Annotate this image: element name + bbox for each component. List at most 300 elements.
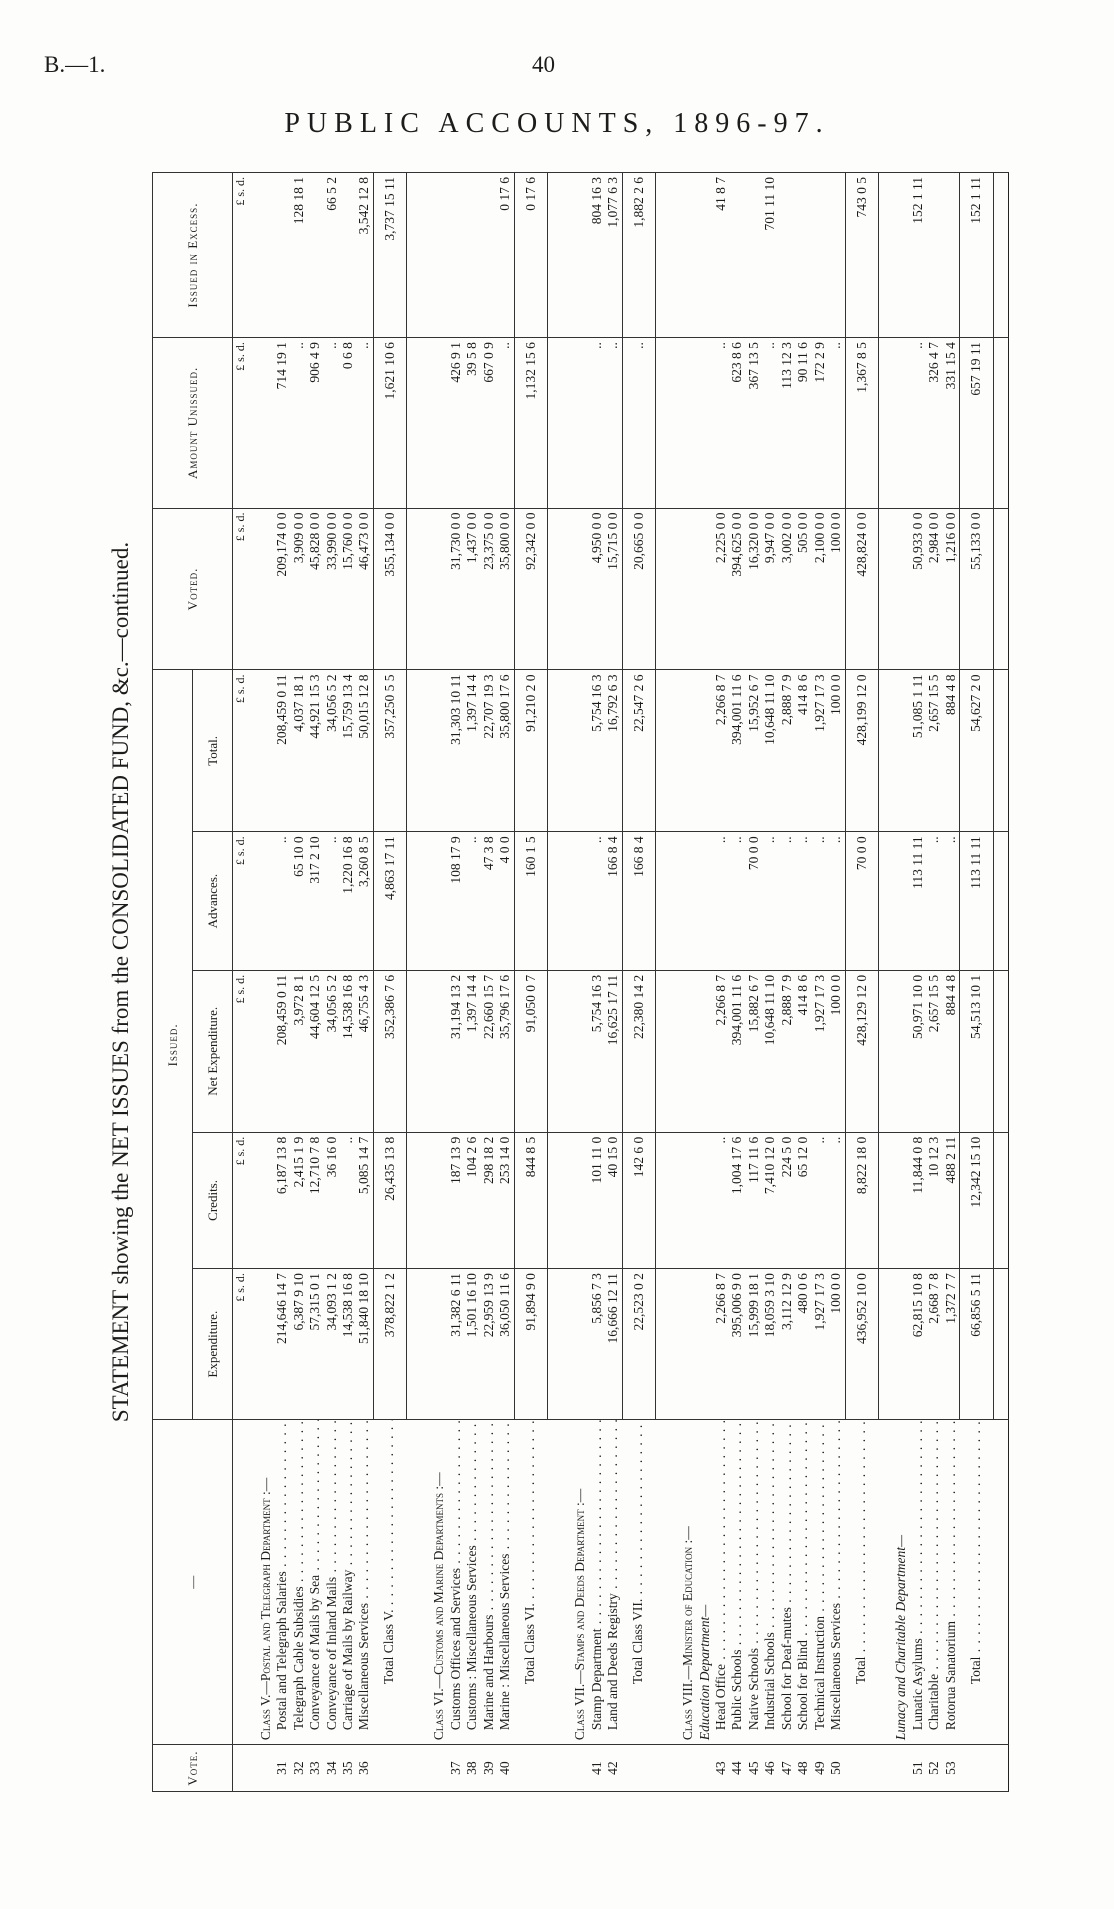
- empty-cell: [670, 1132, 696, 1268]
- table-row: [812, 173, 828, 1792]
- row-description: [497, 1420, 514, 1745]
- col-credits: Credits.: [193, 1132, 233, 1268]
- amount-exp: 31,382 6 11: [448, 1269, 464, 1420]
- amount-exp: 1,501 16 10: [464, 1269, 480, 1420]
- amount-net: 1,927 17 3: [812, 970, 828, 1132]
- vote-number: 39: [481, 1745, 497, 1792]
- amount-voted: 35,800 0 0: [497, 508, 514, 670]
- spacer-cell: [656, 1420, 671, 1745]
- units-row: [233, 173, 248, 1792]
- col-voted: Voted.: [153, 508, 233, 670]
- spacer-cell: [993, 670, 1008, 832]
- total-label: [373, 1420, 406, 1745]
- spacer-cell: [993, 1420, 1008, 1745]
- spacer-cell: [407, 338, 422, 508]
- amount-unis: 39 5 8: [464, 338, 480, 508]
- table-row: [746, 173, 762, 1792]
- amount-adv: ..: [762, 832, 778, 970]
- amount-net: 100 0 0: [828, 970, 845, 1132]
- row-description: [926, 1420, 942, 1745]
- total-voted: 92,342 0 0: [514, 508, 547, 670]
- empty-cell: [697, 670, 713, 832]
- amount-cred: 104 2 6: [464, 1132, 480, 1268]
- empty-cell: [421, 832, 447, 970]
- total-label: [622, 1420, 655, 1745]
- section-heading-row: [421, 173, 447, 1792]
- spacer-cell: [548, 832, 563, 970]
- table-row: [481, 173, 497, 1792]
- row-description: [828, 1420, 845, 1745]
- spacer-cell: [993, 832, 1008, 970]
- page-title: PUBLIC ACCOUNTS, 1896-97.: [284, 108, 830, 139]
- empty-cell: [670, 970, 696, 1132]
- row-description-text: Miscellaneous Services . . .: [356, 1420, 371, 1730]
- empty-cell: [697, 173, 713, 338]
- amount-unis: 331 15 4: [943, 338, 960, 508]
- amount-adv: 317 2 10: [307, 832, 323, 970]
- section-subheading: Education Department—: [697, 1420, 713, 1745]
- row-description-text: Native Schools . . .: [746, 1420, 761, 1730]
- spacer-cell: [879, 670, 894, 832]
- table-row: [497, 173, 514, 1792]
- table-row: [943, 173, 960, 1792]
- table-row: [795, 173, 811, 1792]
- amount-net: 394,001 11 6: [729, 970, 745, 1132]
- vote-number: 48: [795, 1745, 811, 1792]
- vote-number: 45: [746, 1745, 762, 1792]
- amount-unis: ..: [324, 338, 340, 508]
- amount-exc: 0 17 6: [497, 173, 514, 338]
- amount-adv: 70 0 0: [746, 832, 762, 970]
- total-cred: 26,435 13 8: [373, 1132, 406, 1268]
- table-row: [291, 173, 307, 1792]
- empty-cell: [562, 970, 588, 1132]
- section-subheading-row: [893, 173, 909, 1792]
- vote-number: 52: [926, 1745, 942, 1792]
- amount-adv: 1,220 16 8: [340, 832, 356, 970]
- statement-title: STATEMENT showing the NET ISSUES from the CONSOLIDATED FUND, &c.—continued.: [108, 541, 133, 1423]
- spacer-row: [993, 173, 1008, 1792]
- vote-cell: [248, 1745, 274, 1792]
- section-heading-row: [670, 173, 696, 1792]
- amount-unis: 90 11 6: [795, 338, 811, 508]
- spacer-cell: [656, 970, 671, 1132]
- amount-voted: 31,730 0 0: [448, 508, 464, 670]
- table-row: [307, 173, 323, 1792]
- total-label-text: Total Class VI. . . .: [522, 1420, 537, 1684]
- spacer-cell: [993, 1745, 1008, 1792]
- row-description-text: Marine and Harbours . . .: [481, 1420, 496, 1730]
- amount-voted: 100 0 0: [828, 508, 845, 670]
- empty-cell: [893, 670, 909, 832]
- empty-cell: [697, 1132, 713, 1268]
- amount-exc: [729, 173, 745, 338]
- amount-unis: 172 2 9: [812, 338, 828, 508]
- amount-tot: 4,037 18 1: [291, 670, 307, 832]
- row-description: [779, 1420, 795, 1745]
- table-row: [340, 173, 356, 1792]
- spacer-cell: [879, 832, 894, 970]
- total-voted: 55,133 0 0: [960, 508, 993, 670]
- row-description-text: School for Deaf-mutes . . .: [779, 1420, 794, 1730]
- total-label: [960, 1420, 993, 1745]
- empty-cell: [697, 338, 713, 508]
- amount-exp: 34,093 1 2: [324, 1269, 340, 1420]
- amount-exc: [307, 173, 323, 338]
- amount-exc: [828, 173, 845, 338]
- row-description-text: Carriage of Mails by Railway . . .: [340, 1420, 355, 1730]
- spacer-cell: [879, 1269, 894, 1420]
- empty-cell: [562, 338, 588, 508]
- col-expenditure: Expenditure.: [193, 1269, 233, 1420]
- amount-net: 10,648 11 10: [762, 970, 778, 1132]
- vote-cell: [670, 1745, 696, 1792]
- row-description: [481, 1420, 497, 1745]
- amount-cred: 11,844 0 8: [910, 1132, 926, 1268]
- empty-cell: [697, 832, 713, 970]
- spacer-cell: [407, 832, 422, 970]
- spacer-cell: [548, 338, 563, 508]
- amount-voted: 15,715 0 0: [605, 508, 622, 670]
- section-heading: Class VIII.—Minister of Education :—: [670, 1420, 696, 1745]
- vote-number: 50: [828, 1745, 845, 1792]
- total-row: [622, 173, 655, 1792]
- amount-voted: 33,990 0 0: [324, 508, 340, 670]
- total-adv: 4,863 17 11: [373, 832, 406, 970]
- amount-unis: ..: [713, 338, 729, 508]
- vote-number: 43: [713, 1745, 729, 1792]
- col-amount-unissued: Amount Unissued.: [153, 338, 233, 508]
- amount-cred: 5,085 14 7: [356, 1132, 373, 1268]
- vote-number: 47: [779, 1745, 795, 1792]
- amount-exc: [779, 173, 795, 338]
- total-exp: 436,952 10 0: [845, 1269, 878, 1420]
- spacer-cell: [879, 173, 894, 338]
- spacer-cell: [656, 508, 671, 670]
- amount-tot: 31,303 10 11: [448, 670, 464, 832]
- empty-cell: [421, 173, 447, 338]
- row-description-text: Miscellaneous Services . . .: [828, 1420, 843, 1730]
- empty-cell: [893, 508, 909, 670]
- amount-exp: 1,372 7 7: [943, 1269, 960, 1420]
- amount-net: 414 8 6: [795, 970, 811, 1132]
- total-net: 22,380 14 2: [622, 970, 655, 1132]
- page-number: 40: [532, 52, 555, 77]
- amount-exc: [943, 173, 960, 338]
- amount-exc: [274, 173, 290, 338]
- row-description-text: Telegraph Cable Subsidies . . .: [291, 1420, 306, 1730]
- amount-unis: 326 4 7: [926, 338, 942, 508]
- amount-tot: 34,056 5 2: [324, 670, 340, 832]
- amount-exc: [812, 173, 828, 338]
- amount-cred: 101 11 0: [589, 1132, 605, 1268]
- spacer-cell: [879, 970, 894, 1132]
- total-net: 54,513 10 1: [960, 970, 993, 1132]
- amount-adv: ..: [795, 832, 811, 970]
- spacer-cell: [548, 1132, 563, 1268]
- vote-number: 40: [497, 1745, 514, 1792]
- total-label-text: Total Class VII. . . .: [630, 1420, 645, 1684]
- amount-adv: 113 11 11: [910, 832, 926, 970]
- row-description-text: Customs : Miscellaneous Services . . .: [464, 1420, 479, 1730]
- amount-adv: ..: [926, 832, 942, 970]
- total-unis: 1,132 15 6: [514, 338, 547, 508]
- amount-exc: [746, 173, 762, 338]
- amount-exp: 6,387 9 10: [291, 1269, 307, 1420]
- row-description: [589, 1420, 605, 1745]
- amount-net: 1,397 14 4: [464, 970, 480, 1132]
- total-label-text: Total . . .: [853, 1420, 868, 1684]
- amount-adv: 4 0 0: [497, 832, 514, 970]
- amount-adv: ..: [779, 832, 795, 970]
- table-row: [779, 173, 795, 1792]
- spacer-cell: [407, 173, 422, 338]
- row-description-text: Public Schools . . .: [729, 1420, 744, 1730]
- table-row: [589, 173, 605, 1792]
- total-label-text: Total Class V. . . .: [381, 1420, 396, 1684]
- amount-exc: [795, 173, 811, 338]
- row-description-text: Postal and Telegraph Salaries . . .: [274, 1420, 289, 1730]
- total-voted: 20,665 0 0: [622, 508, 655, 670]
- vote-cell: [960, 1745, 993, 1792]
- units-cell: £ s. d.: [233, 832, 248, 970]
- spacer-cell: [656, 173, 671, 338]
- vote-number: 32: [291, 1745, 307, 1792]
- row-description: [795, 1420, 811, 1745]
- spacer-cell: [879, 338, 894, 508]
- amount-net: 34,056 5 2: [324, 970, 340, 1132]
- section-heading-row: [562, 173, 588, 1792]
- amount-net: 16,625 17 11: [605, 970, 622, 1132]
- table-row: [356, 173, 373, 1792]
- amount-net: 5,754 16 3: [589, 970, 605, 1132]
- table-row: [605, 173, 622, 1792]
- empty-cell: [421, 508, 447, 670]
- table-row: [713, 173, 729, 1792]
- table-row: [274, 173, 290, 1792]
- amount-unis: ..: [828, 338, 845, 508]
- total-exc: 0 17 6: [514, 173, 547, 338]
- row-description: [291, 1420, 307, 1745]
- amount-net: 208,459 0 11: [274, 970, 290, 1132]
- spacer-cell: [993, 173, 1008, 338]
- units-desc-cell: [233, 1420, 248, 1745]
- empty-cell: [893, 832, 909, 970]
- amount-exc: [340, 173, 356, 338]
- spacer-cell: [407, 1132, 422, 1268]
- total-tot: 22,547 2 6: [622, 670, 655, 832]
- amount-unis: ..: [589, 338, 605, 508]
- amount-cred: ..: [812, 1132, 828, 1268]
- vote-number: 41: [589, 1745, 605, 1792]
- spacer-cell: [548, 670, 563, 832]
- amount-adv: ..: [464, 832, 480, 970]
- amount-cred: 10 12 3: [926, 1132, 942, 1268]
- units-cell: £ s. d.: [233, 1269, 248, 1420]
- amount-adv: 3,260 8 5: [356, 832, 373, 970]
- table-row: [828, 173, 845, 1792]
- amount-cred: 117 11 6: [746, 1132, 762, 1268]
- total-voted: 355,134 0 0: [373, 508, 406, 670]
- amount-voted: 16,320 0 0: [746, 508, 762, 670]
- spacer-cell: [656, 670, 671, 832]
- amount-unis: ..: [291, 338, 307, 508]
- amount-exp: 36,050 11 6: [497, 1269, 514, 1420]
- amount-voted: 23,375 0 0: [481, 508, 497, 670]
- amount-voted: 209,174 0 0: [274, 508, 290, 670]
- empty-cell: [670, 670, 696, 832]
- spacer-cell: [656, 1132, 671, 1268]
- amount-exp: 16,666 12 11: [605, 1269, 622, 1420]
- amount-cred: 6,187 13 8: [274, 1132, 290, 1268]
- amount-tot: 10,648 11 10: [762, 670, 778, 832]
- total-adv: 166 8 4: [622, 832, 655, 970]
- empty-cell: [562, 1132, 588, 1268]
- amount-unis: 113 12 3: [779, 338, 795, 508]
- total-exc: 152 1 11: [960, 173, 993, 338]
- total-net: 91,050 0 7: [514, 970, 547, 1132]
- empty-cell: [670, 832, 696, 970]
- total-label: [514, 1420, 547, 1745]
- amount-net: 22,660 15 7: [481, 970, 497, 1132]
- row-description: [340, 1420, 356, 1745]
- amount-exc: 804 16 3: [589, 173, 605, 338]
- vote-number: 49: [812, 1745, 828, 1792]
- total-net: 428,129 12 0: [845, 970, 878, 1132]
- empty-cell: [248, 970, 274, 1132]
- amount-exc: 3,542 12 8: [356, 173, 373, 338]
- amount-exp: 214,646 14 7: [274, 1269, 290, 1420]
- row-description: [762, 1420, 778, 1745]
- row-description: [713, 1420, 729, 1745]
- empty-cell: [893, 1132, 909, 1268]
- amount-voted: 2,100 0 0: [812, 508, 828, 670]
- amount-exp: 14,538 16 8: [340, 1269, 356, 1420]
- vote-cell: [697, 1745, 713, 1792]
- row-description: [729, 1420, 745, 1745]
- vote-number: 31: [274, 1745, 290, 1792]
- total-label: [845, 1420, 878, 1745]
- row-description-text: Marine : Miscellaneous Services . . .: [497, 1420, 512, 1730]
- amount-net: 35,796 17 6: [497, 970, 514, 1132]
- empty-cell: [421, 1132, 447, 1268]
- units-cell: £ s. d.: [233, 670, 248, 832]
- amount-unis: 667 0 9: [481, 338, 497, 508]
- total-cred: 844 8 5: [514, 1132, 547, 1268]
- col-net-expenditure: Net Expenditure.: [193, 970, 233, 1132]
- amount-unis: ..: [910, 338, 926, 508]
- amount-tot: 15,952 6 7: [746, 670, 762, 832]
- amount-voted: 3,909 0 0: [291, 508, 307, 670]
- vote-number: 35: [340, 1745, 356, 1792]
- amount-exp: 480 0 6: [795, 1269, 811, 1420]
- row-description: [812, 1420, 828, 1745]
- total-label-text: Total . . .: [968, 1420, 983, 1684]
- amount-cred: ..: [340, 1132, 356, 1268]
- amount-net: 50,971 10 0: [910, 970, 926, 1132]
- amount-unis: ..: [762, 338, 778, 508]
- amount-exp: 57,315 0 1: [307, 1269, 323, 1420]
- row-description-text: Conveyance of Mails by Sea . . .: [307, 1420, 322, 1730]
- total-cred: 142 6 0: [622, 1132, 655, 1268]
- amount-net: 14,538 16 8: [340, 970, 356, 1132]
- total-row: [960, 173, 993, 1792]
- amount-unis: ..: [497, 338, 514, 508]
- vote-number: 51: [910, 1745, 926, 1792]
- amount-net: 44,604 12 5: [307, 970, 323, 1132]
- vote-number: 33: [307, 1745, 323, 1792]
- amount-tot: 884 4 8: [943, 670, 960, 832]
- amount-voted: 4,950 0 0: [589, 508, 605, 670]
- amount-tot: 414 8 6: [795, 670, 811, 832]
- spacer-row: [548, 173, 563, 1792]
- empty-cell: [421, 338, 447, 508]
- vote-number: 53: [943, 1745, 960, 1792]
- vote-number: 37: [448, 1745, 464, 1792]
- total-row: [845, 173, 878, 1792]
- empty-cell: [562, 670, 588, 832]
- row-description: [746, 1420, 762, 1745]
- total-row: [514, 173, 547, 1792]
- table-row: [448, 173, 464, 1792]
- empty-cell: [893, 338, 909, 508]
- amount-tot: 16,792 6 3: [605, 670, 622, 832]
- amount-voted: 3,002 0 0: [779, 508, 795, 670]
- total-net: 352,386 7 6: [373, 970, 406, 1132]
- units-cell: £ s. d.: [233, 1132, 248, 1268]
- vote-number: 44: [729, 1745, 745, 1792]
- spacer-cell: [993, 1132, 1008, 1268]
- row-description: [910, 1420, 926, 1745]
- statement-table: [152, 172, 1009, 1792]
- row-description-text: Conveyance of Inland Mails . . .: [324, 1420, 339, 1730]
- empty-cell: [697, 508, 713, 670]
- col-issued-in-excess: Issued in Excess.: [153, 173, 233, 338]
- row-description-text: Lunatic Asylums . . .: [910, 1420, 925, 1730]
- vote-cell: [562, 1745, 588, 1792]
- amount-adv: ..: [589, 832, 605, 970]
- vote-number: 36: [356, 1745, 373, 1792]
- spacer-cell: [993, 508, 1008, 670]
- row-description-text: Stamp Department . . .: [589, 1420, 604, 1730]
- amount-voted: 50,933 0 0: [910, 508, 926, 670]
- spacer-cell: [407, 508, 422, 670]
- amount-voted: 45,828 0 0: [307, 508, 323, 670]
- amount-exc: [448, 173, 464, 338]
- vote-cell: [622, 1745, 655, 1792]
- amount-cred: 2,415 1 9: [291, 1132, 307, 1268]
- total-exp: 66,856 5 11: [960, 1269, 993, 1420]
- amount-voted: 9,947 0 0: [762, 508, 778, 670]
- spacer-cell: [993, 338, 1008, 508]
- amount-exp: 5,856 7 3: [589, 1269, 605, 1420]
- amount-tot: 35,800 17 6: [497, 670, 514, 832]
- row-description: [448, 1420, 464, 1745]
- vote-cell: [373, 1745, 406, 1792]
- amount-tot: 51,085 1 11: [910, 670, 926, 832]
- units-cell: £ s. d.: [233, 338, 248, 508]
- row-description: [274, 1420, 290, 1745]
- amount-adv: ..: [274, 832, 290, 970]
- spacer-cell: [548, 1745, 563, 1792]
- total-cred: 12,342 15 10: [960, 1132, 993, 1268]
- amount-exp: 2,668 7 8: [926, 1269, 942, 1420]
- empty-cell: [697, 970, 713, 1132]
- amount-unis: 623 8 6: [729, 338, 745, 508]
- amount-cred: 12,710 7 8: [307, 1132, 323, 1268]
- rotated-statement: [90, 172, 1080, 1792]
- units-cell: £ s. d.: [233, 970, 248, 1132]
